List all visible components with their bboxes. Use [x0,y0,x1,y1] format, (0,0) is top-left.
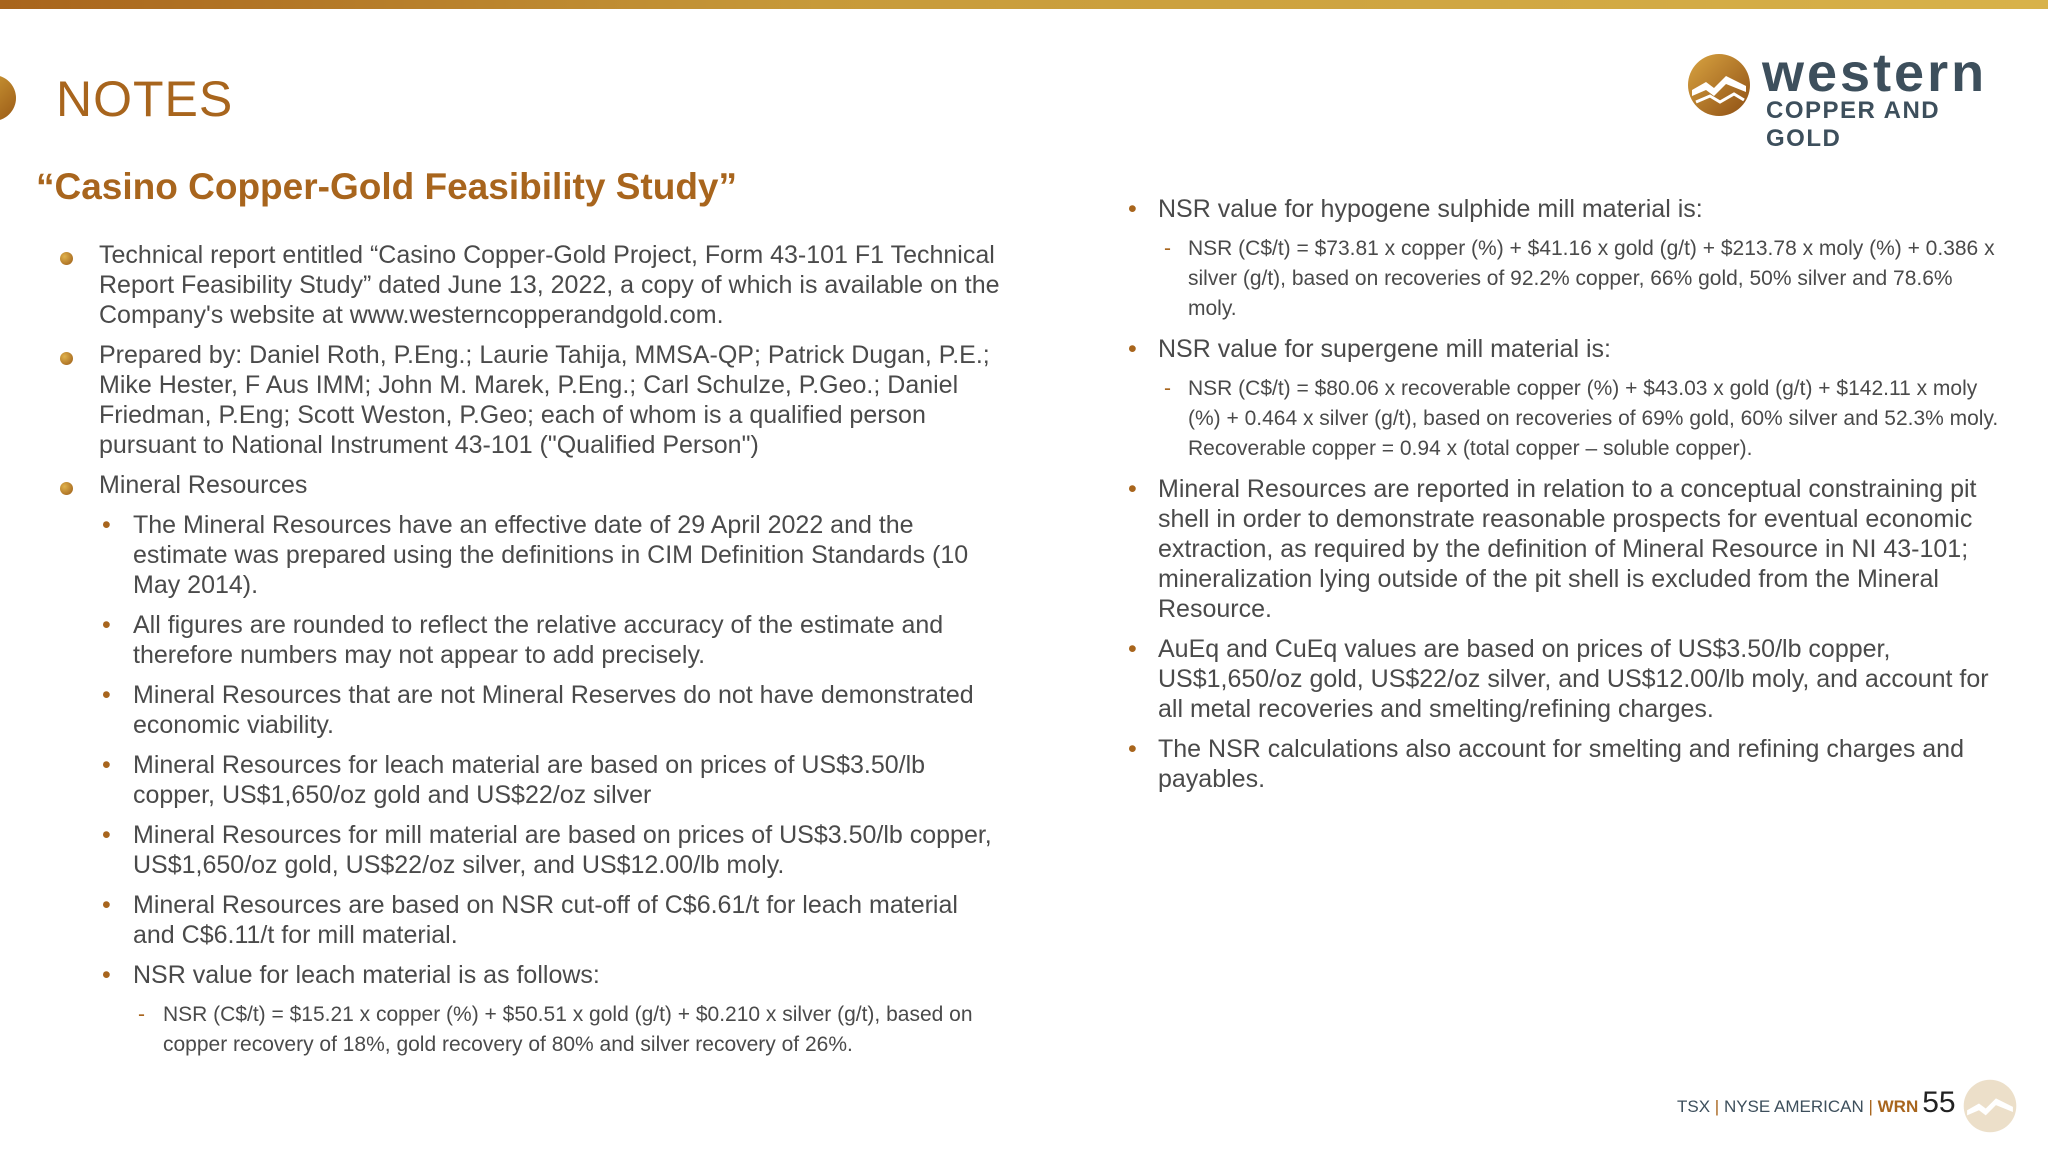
list-item-text: AuEq and CuEq values are based on prices of US$3.50/lb copper, US$1,650/oz gold, US$22/oz silver, and US$12.00/lb moly, and account for all metal recoveries and smelting/refining charges. [1158,635,1989,723]
list-item [56,470,1006,500]
logo-mark-icon [1686,52,1752,118]
list-item-text: Mineral Resources [99,471,308,499]
sub-list-item [56,820,1006,880]
page-number: 55 [1922,1086,1956,1119]
separator: | [1863,1097,1878,1116]
bullet-icon: • [102,681,111,709]
sub-list-item [56,960,1006,990]
bullet-icon [60,252,73,265]
list-item-text: NSR value for hypogene sulphide mill material is: [1158,195,1703,223]
list-item-text: All figures are rounded to reflect the relative accuracy of the estimate and therefore numbers may not appear to add precisely. [133,611,944,669]
list-item [1124,634,2004,724]
list-item-text: NSR value for leach material is as follows: [133,961,600,989]
list-item-text: Mineral Resources are reported in relation to a conceptual constraining pit shell in order to demonstrate reasonable prospects for eventual economic extraction, as required by the definition of Mineral Resource in NI 43-101; mineralization lying outside of the pit shell is excluded from the Mineral Resource. [1158,475,1977,623]
list-item-text: NSR value for supergene mill material is: [1158,335,1611,363]
formula-item [1124,234,2004,324]
list-item [1124,474,2004,624]
logo-tagline: COPPER AND GOLD [1766,97,1941,152]
bullet-icon: • [102,611,111,639]
bullet-icon: • [102,511,111,539]
bullet-icon: • [102,751,111,779]
list-item-text: Mineral Resources for leach material are based on prices of US$3.50/lb copper, US$1,650/oz gold and US$22/oz silver [133,751,926,809]
footer-ticker [1677,1086,1956,1120]
dash-bullet-icon: - [1164,377,1171,400]
ticker-symbol: WRN [1877,1097,1919,1116]
bullet-icon: • [102,891,111,919]
list-item-text: The NSR calculations also account for smelting and refining charges and payables. [1158,735,1964,793]
logo-wordmark: western [1762,43,1988,103]
decorative-disc [0,75,16,121]
formula-item [56,1000,1006,1060]
list-item-text: Mineral Resources that are not Mineral Reserves do not have demonstrated economic viability. [133,681,974,739]
bullet-icon: • [1128,735,1137,763]
list-item-text: Mineral Resources are based on NSR cut-off of C$6.61/t for leach material and C$6.11/t for mill material. [133,891,958,949]
list-item-text: Mineral Resources for mill material are based on prices of US$3.50/lb copper, US$1,650/oz gold, US$22/oz silver, and US$12.00/lb moly. [133,821,992,879]
bullet-icon: • [102,961,111,989]
company-logo [1686,43,2016,152]
list-item [56,340,1006,460]
list-item [1124,334,2004,364]
sub-list-item [56,510,1006,600]
dash-bullet-icon: - [138,1003,145,1026]
exchange-tsx: TSX [1677,1097,1711,1116]
bullet-icon [60,482,73,495]
list-item [1124,194,2004,224]
bullet-icon: • [1128,335,1137,363]
list-item-text: Prepared by: Daniel Roth, P.Eng.; Laurie Tahija, MMSA-QP; Patrick Dugan, P.E.; Mike Hester, F Aus IMM; John M. Marek, P.Eng.; Carl Schulze, P.Geo.; Daniel Friedman, P.Eng; Scott Weston, P.Geo; each of whom is a qualified person pursuant to National Instrument 43-101 ("Qualified Person") [99,341,990,459]
sub-list-item [56,680,1006,740]
sub-list-item [56,890,1006,950]
list-item-text: The Mineral Resources have an effective date of 29 April 2022 and the estimate was prepared using the definitions in CIM Definition Standards (10 May 2014). [133,511,969,599]
list-item-text: Technical report entitled “Casino Copper-Gold Project, Form 43-101 F1 Technical Report Feasibility Study” dated June 13, 2022, a copy of which is available on the Company's website at www.westerncopperandgold.com. [99,241,1000,329]
bullet-icon: • [1128,475,1137,503]
bullet-icon: • [1128,195,1137,223]
list-item [56,240,1006,330]
bullet-icon [60,352,73,365]
formula-item [1124,374,2004,464]
sub-list-item [56,750,1006,810]
dash-bullet-icon: - [1164,237,1171,260]
footer-logo-mark-icon [1962,1078,2018,1134]
list-item-text: NSR (C$/t) = $73.81 x copper (%) + $41.16 x gold (g/t) + $213.78 x moly (%) + 0.386 x silver (g/t), based on recoveries of 92.2% copper, 66% gold, 50% silver and 78.6% moly. [1188,237,1995,320]
exchange-nyse: NYSE AMERICAN [1723,1097,1864,1116]
separator: | [1710,1097,1724,1116]
slide-title: NOTES [56,71,234,127]
notes-left-column [56,240,1006,1070]
top-accent-bar [0,0,2048,9]
list-item [1124,734,2004,794]
list-item-text: NSR (C$/t) = $80.06 x recoverable copper (%) + $43.03 x gold (g/t) + $142.11 x moly (%) + 0.464 x silver (g/t), based on recoveries of 69% gold, 60% silver and 52.3% moly. Recoverable copper = 0.94 x (total copper – soluble copper). [1188,377,1999,460]
bullet-icon: • [102,821,111,849]
list-item-text: NSR (C$/t) = $15.21 x copper (%) + $50.51 x gold (g/t) + $0.210 x silver (g/t), based on copper recovery of 18%, gold recovery of 80% and silver recovery of 26%. [163,1003,973,1056]
notes-right-column [1124,194,2004,804]
section-title: “Casino Copper-Gold Feasibility Study” [36,166,738,207]
sub-list-item [56,610,1006,670]
bullet-icon: • [1128,635,1137,663]
